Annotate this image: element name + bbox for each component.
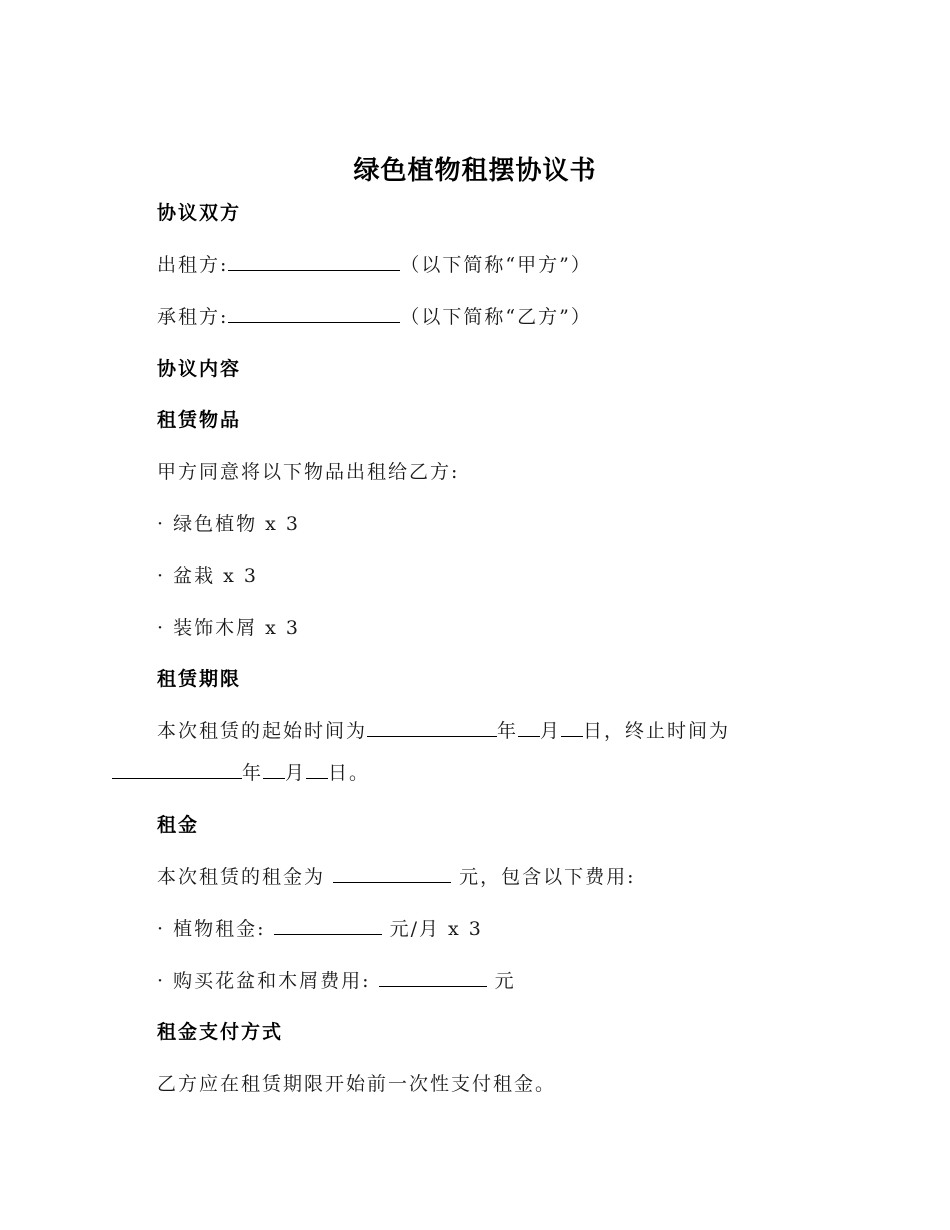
- lessee-line: [157, 302, 592, 329]
- end-year-blank[interactable]: [112, 760, 242, 779]
- lessee-blank[interactable]: [228, 304, 400, 323]
- lessee-suffix: （以下简称“乙方”）: [400, 306, 592, 328]
- lessee-label: 承租方:: [157, 306, 229, 328]
- term-line-1: [157, 716, 730, 743]
- rent-text-1: 本次租赁的租金为: [157, 866, 326, 888]
- list-item: · 装饰木屑 x 3: [157, 617, 300, 639]
- rent-item-plants: [157, 914, 483, 941]
- term-heading: 租赁期限: [157, 668, 242, 690]
- lessor-blank[interactable]: [228, 252, 400, 271]
- lessor-line: [157, 250, 592, 277]
- parties-heading: 协议双方: [157, 202, 242, 224]
- term-start-text: 本次租赁的起始时间为: [157, 720, 368, 742]
- lessor-label: 出租方:: [157, 254, 229, 276]
- plant-rent-blank[interactable]: [274, 916, 382, 935]
- list-item: · 绿色植物 x 3: [157, 513, 300, 535]
- pots-cost-blank[interactable]: [379, 968, 487, 987]
- lessor-suffix: （以下简称“甲方”）: [400, 254, 592, 276]
- rent-total-blank[interactable]: [333, 864, 451, 883]
- year-label: 年: [242, 762, 264, 784]
- items-intro: 甲方同意将以下物品出租给乙方:: [157, 461, 460, 483]
- list-item: · 盆栽 x 3: [157, 565, 258, 587]
- rent-item-2-unit: 元: [494, 970, 516, 992]
- start-month-blank[interactable]: [518, 718, 540, 737]
- content-heading: 协议内容: [157, 358, 242, 380]
- end-day-blank[interactable]: [306, 760, 328, 779]
- rent-heading: 租金: [157, 814, 200, 836]
- rent-item-1-label: · 植物租金:: [157, 918, 266, 940]
- start-day-blank[interactable]: [561, 718, 583, 737]
- document-title: 绿色植物租摆协议书: [353, 156, 597, 186]
- month-label: 月: [540, 720, 562, 742]
- payment-heading: 租金支付方式: [157, 1021, 284, 1043]
- end-month-blank[interactable]: [263, 760, 285, 779]
- rent-item-pots: [157, 966, 516, 993]
- payment-text: 乙方应在租赁期限开始前一次性支付租金。: [157, 1073, 557, 1095]
- items-heading: 租赁物品: [157, 409, 242, 431]
- rent-item-1-unit: 元/月 x 3: [389, 918, 483, 940]
- term-line-2: [112, 758, 370, 785]
- rent-text-2: 元，包含以下费用:: [459, 866, 636, 888]
- year-label: 年: [497, 720, 519, 742]
- month-label: 月: [285, 762, 307, 784]
- rent-line: [157, 862, 636, 889]
- end-text: 日，终止时间为: [583, 720, 731, 742]
- day-end-label: 日。: [328, 762, 371, 784]
- rent-item-2-label: · 购买花盆和木屑费用:: [157, 970, 371, 992]
- start-year-blank[interactable]: [367, 718, 497, 737]
